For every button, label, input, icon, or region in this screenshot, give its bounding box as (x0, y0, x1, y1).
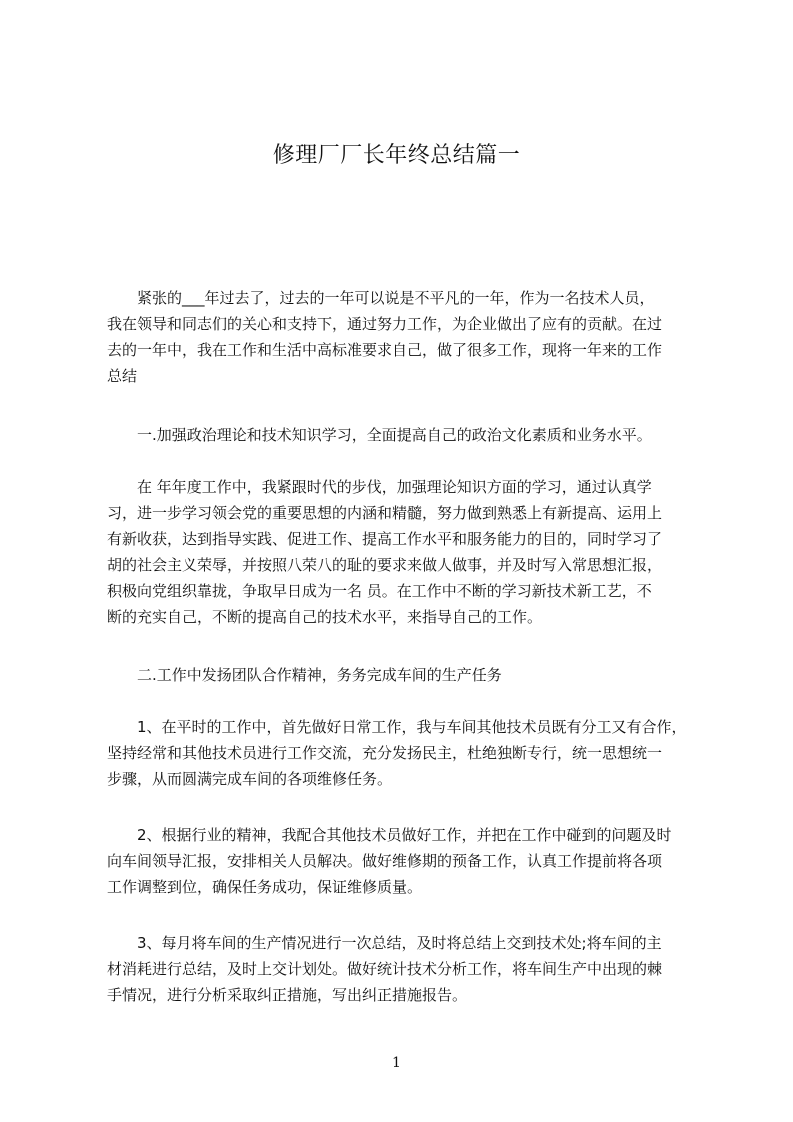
text-line: 坚持经常和其他技术员进行工作交流，充分发扬民主，杜绝独断专行，统一思想统一 (107, 744, 663, 762)
section-heading-2 (107, 662, 719, 688)
text-line: 步骤，从而圆满完成车间的各项维修任务。 (107, 770, 393, 788)
paragraph-intro (107, 285, 719, 389)
text-line: 3、每月将车间的生产情况进行一次总结，及时将总结上交到技术处;将车间的主 (137, 934, 662, 952)
text-line: 断的充实自己，不断的提高自己的技术水平，来指导自己的工作。 (107, 608, 543, 626)
text-line: 积极向党组织靠拢，争取早日成为一名 员。在工作中不断的学习新技术新工艺，不 (107, 582, 652, 600)
text-line: 总结 (107, 367, 138, 385)
text-line: 2、根据行业的精神，我配合其他技术员做好工作，并把在工作中碰到的问题及时 (137, 826, 672, 844)
paragraph-item-3 (107, 930, 719, 1008)
section-heading-1 (107, 422, 719, 448)
text-line: 胡的社会主义荣辱，并按照八荣八的耻的要求来做人做事，并及时写入常思想汇报， (107, 556, 663, 574)
text-line: 1、在平时的工作中，首先做好日常工作，我与车间其他技术员既有分工又有合作， (137, 718, 687, 736)
text-line: 我在领导和同志们的关心和支持下，通过努力工作，为企业做出了应有的贡献。在过 (107, 315, 663, 333)
text-line: 在 年年度工作中，我紧跟时代的步伐，加强理论知识方面的学习，通过认真学 (137, 478, 652, 496)
text-line: 工作调整到位，确保任务成功，保证维修质量。 (107, 878, 423, 896)
text-line: 去的一年中，我在工作和生活中高标准要求自己，做了很多工作，现将一年来的工作 (107, 341, 663, 359)
text-line: 习，进一步学习领会党的重要思想的内涵和精髓，努力做到熟悉上有新提高、运用上 (107, 504, 663, 522)
paragraph-item-2 (107, 822, 719, 900)
text-line: 有新收获，达到指导实践、促进工作、提高工作水平和服务能力的目的，同时学习了 (107, 530, 663, 548)
text-line: 材消耗进行总结，及时上交计划处。做好统计技术分析工作，将车间生产中出现的棘 (107, 960, 663, 978)
paragraph-study (107, 474, 719, 630)
page-number: 1 (392, 1055, 401, 1071)
document-title: 修理厂厂长年终总结篇一 (272, 143, 521, 168)
text-line: 手情况，进行分析采取纠正措施，写出纠正措施报告。 (107, 986, 468, 1004)
text-line: 向车间领导汇报，安排相关人员解决。做好维修期的预备工作，认真工作提前将各项 (107, 852, 663, 870)
paragraph-item-1 (107, 714, 719, 792)
text-line: 一.加强政治理论和技术知识学习，全面提高自己的政治文化素质和业务水平。 (137, 426, 652, 444)
text-line: 二.工作中发扬团队合作精神，务务完成车间的生产任务 (137, 666, 502, 684)
text-line: 紧张的___年过去了，过去的一年可以说是不平凡的一年，作为一名技术人员， (137, 289, 655, 307)
